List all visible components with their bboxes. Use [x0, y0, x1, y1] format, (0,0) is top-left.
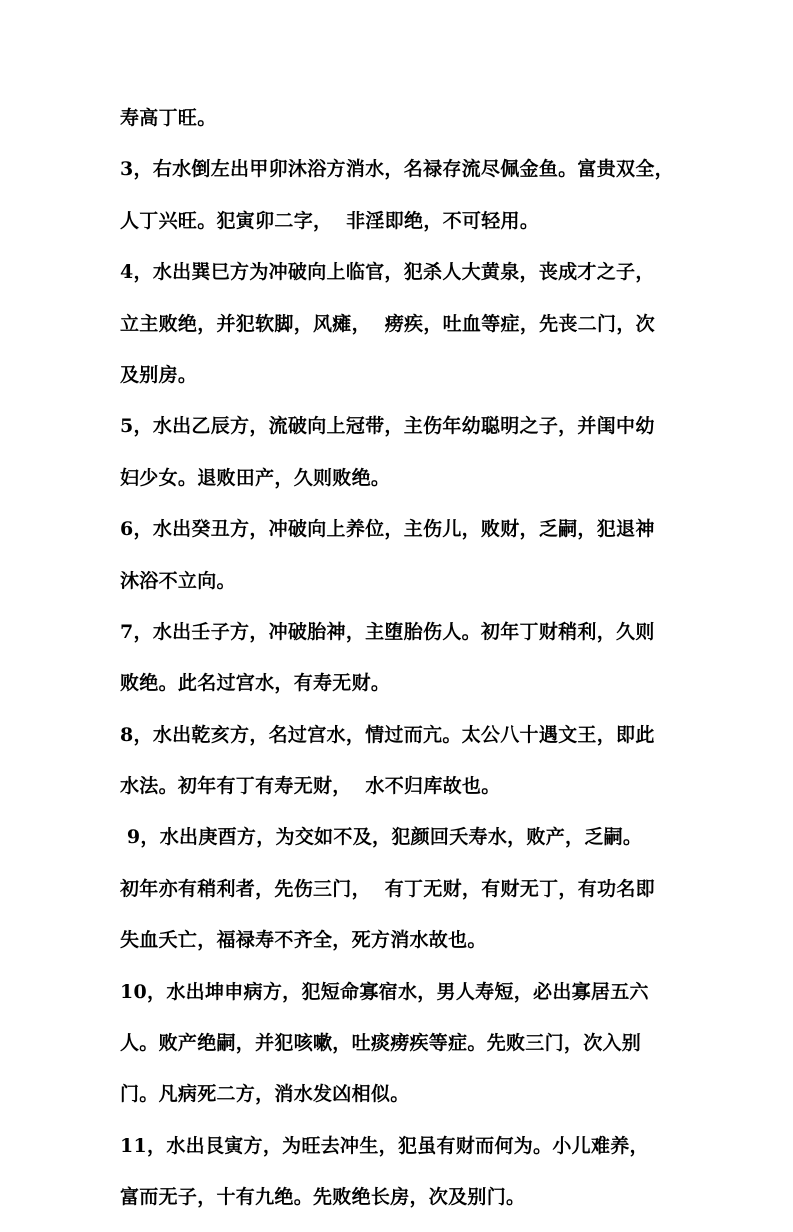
text-line: 9，水出庚酉方，为交如不及，犯颜回夭寿水，败产，乏嗣。 — [120, 826, 643, 849]
text-line: 沐浴不立向。 — [120, 569, 236, 592]
text-line: 及别房。 — [120, 363, 198, 386]
text-line: 寿高丁旺。 — [120, 107, 217, 129]
document-body — [120, 101, 700, 1232]
text-line: 8，水出乾亥方，名过宫水，情过而亢。太公八十遇文王，即此 — [120, 723, 655, 746]
text-line: 5，水出乙辰方，流破向上冠带，主伤年幼聪明之子，并闺中幼 — [120, 415, 655, 438]
text-line: 4，水出巽巳方为冲破向上临官，犯杀人大黄泉，丧成才之子， — [120, 261, 655, 284]
text-line: 人。败产绝嗣，并犯咳嗽，吐痰痨疾等症。先败三门，次入别 — [120, 1032, 642, 1055]
text-line: 富而无子，十有九绝。先败绝长房，次及别门。 — [120, 1186, 526, 1209]
text-line: 初年亦有稍利者，先伤三门， 有丁无财，有财无丁，有功名即 — [120, 877, 655, 900]
text-line: 6，水出癸丑方，冲破向上养位，主伤儿，败财，乏嗣，犯退神 — [120, 518, 655, 541]
text-line: 7，水出壬子方，冲破胎神，主堕胎伤人。初年丁财稍利，久则 — [120, 620, 655, 643]
text-line: 失血夭亡，福禄寿不齐全，死方消水故也。 — [120, 929, 487, 952]
text-line: 门。凡病死二方，消水发凶相似。 — [120, 1083, 410, 1106]
text-line: 3，右水倒左出甲卯沐浴方消水，名禄存流尽佩金鱼。富贵双全， — [120, 158, 674, 181]
text-line: 人丁兴旺。犯寅卯二字， 非淫即绝，不可轻用。 — [120, 209, 540, 232]
text-line: 败绝。此名过宫水，有寿无财。 — [120, 672, 391, 695]
text-line: 妇少女。退败田产，久则败绝。 — [120, 466, 391, 489]
text-line: 10，水出坤申病方，犯短命寡宿水，男人寿短，必出寡居五六 — [120, 980, 649, 1003]
text-line: 11，水出艮寅方，为旺去冲生，犯虽有财而何为。小儿难养， — [120, 1134, 649, 1157]
text-line: 水法。初年有丁有寿无财， 水不归库故也。 — [120, 775, 501, 798]
text-line: 立主败绝，并犯软脚，风瘫， 痨疾，吐血等症，先丧二门，次 — [120, 312, 655, 335]
